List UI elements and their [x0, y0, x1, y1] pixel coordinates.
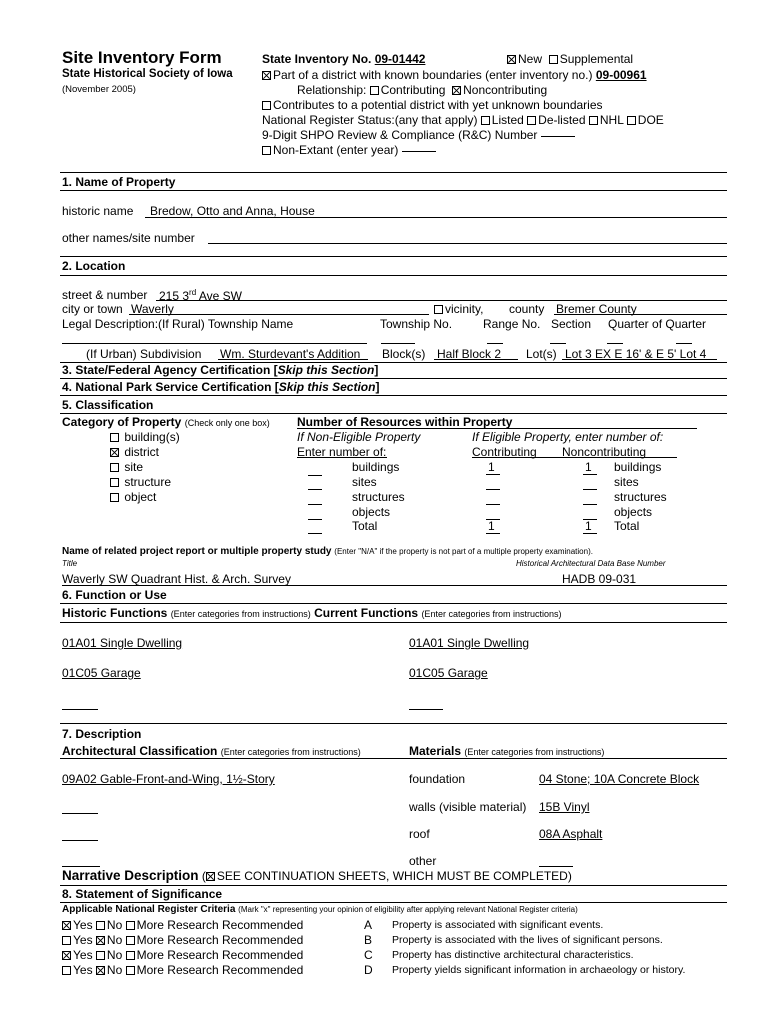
- other-material-label: other: [409, 854, 437, 868]
- category-site[interactable]: site: [110, 461, 143, 473]
- noncontributing-total-line: [583, 533, 597, 534]
- district-number[interactable]: 09-00961: [595, 68, 647, 82]
- shpo-field[interactable]: [541, 136, 575, 137]
- criterion-d-letter: D: [364, 963, 373, 977]
- narrative-row: Narrative Description ( SEE CONTINUATION SHEETS, WHICH MUST BE COMPLETED): [62, 868, 572, 883]
- criterion-d-yes-checkbox[interactable]: [62, 966, 71, 975]
- non-extant-checkbox[interactable]: [262, 146, 271, 155]
- current-functions-label: Current Functions: [314, 606, 419, 620]
- category-heading: [62, 416, 270, 428]
- historic-name-line: [145, 217, 727, 218]
- contributing-buildings-line: [486, 474, 500, 475]
- range-no-field[interactable]: [487, 343, 503, 344]
- township-no-label: Township No.: [380, 317, 453, 331]
- skip-section-4: Skip this Section: [278, 380, 376, 394]
- divider: [60, 885, 727, 886]
- current-function-3-field[interactable]: [409, 709, 443, 710]
- non-eligible-structures-field[interactable]: [308, 504, 322, 505]
- district-text: Part of a district with known boundaries (enter inventory no.): [273, 68, 593, 82]
- block-value[interactable]: Half Block 2: [437, 347, 502, 361]
- title-label: Title: [62, 559, 78, 568]
- section-5-heading: 5. Classification: [62, 398, 154, 412]
- arch-class-3-field[interactable]: [62, 840, 98, 841]
- shpo-label: 9-Digit SHPO Review & Compliance (R&C) Number: [262, 128, 538, 142]
- section-3-heading: 3. State/Federal Agency Certification [Skip this Section]: [62, 363, 379, 377]
- arch-class-note: (Enter categories from instructions): [220, 747, 361, 757]
- non-extant-label: Non-Extant (enter year): [273, 143, 399, 157]
- vicinity-label: vicinity,: [445, 302, 484, 316]
- divider: [60, 413, 727, 414]
- skip-section-3: Skip this Section: [277, 363, 375, 377]
- non-eligible-objects-field[interactable]: [308, 519, 322, 520]
- criterion-c-desc: Property has distinctive architectural characteristics.: [392, 949, 634, 961]
- arch-class-label: Architectural Classification: [62, 744, 218, 758]
- noncontributing-total-value[interactable]: 1: [585, 519, 592, 533]
- contributing-structures-field[interactable]: [486, 504, 500, 505]
- new-label: New: [518, 52, 543, 66]
- criterion-a-desc: Property is associated with significant events.: [392, 919, 604, 931]
- noncontributing-checkbox[interactable]: [452, 86, 461, 95]
- street-label: street & number: [62, 288, 148, 302]
- criterion-a-letter: A: [364, 918, 373, 932]
- criterion-a-yes-checkbox[interactable]: [62, 921, 71, 930]
- other-names-field[interactable]: [208, 243, 727, 244]
- criterion-d-no-checkbox[interactable]: [96, 966, 105, 975]
- noncontributing-buildings-line: [583, 474, 597, 475]
- structure-checkbox[interactable]: [110, 478, 119, 487]
- roof-value[interactable]: 08A Asphalt: [539, 827, 603, 841]
- lot-line: [562, 359, 717, 360]
- inventory-number[interactable]: 09-01442: [374, 52, 426, 66]
- historic-function-1[interactable]: 01A01 Single Dwelling: [62, 636, 183, 650]
- criterion-a-more-checkbox[interactable]: [126, 921, 135, 930]
- contributing-checkbox[interactable]: [370, 86, 379, 95]
- divider: [60, 603, 727, 604]
- district-row: [262, 69, 647, 81]
- divider: [60, 378, 727, 379]
- vicinity-row: [434, 303, 483, 315]
- foundation-label: foundation: [409, 772, 466, 786]
- street-number: 215 3: [159, 289, 190, 303]
- county-value[interactable]: Bremer County: [556, 302, 637, 316]
- criterion-d-desc: Property yields significant information in archaeology or history.: [392, 964, 686, 976]
- block-line: [434, 359, 518, 360]
- quarter-of-quarter-field[interactable]: [676, 343, 692, 344]
- district-category-checkbox[interactable]: [110, 448, 119, 457]
- contributing-total-line: [486, 533, 500, 534]
- historic-name-value[interactable]: Bredow, Otto and Anna, House: [150, 204, 315, 218]
- continuation-checkbox[interactable]: [206, 872, 215, 881]
- contributing-label: Contributing: [380, 83, 446, 97]
- category-district[interactable]: district: [110, 446, 159, 458]
- range-no-label: Range No.: [483, 317, 541, 331]
- supplemental-checkbox[interactable]: [549, 55, 558, 64]
- section-2-heading: 2. Location: [62, 259, 126, 273]
- enter-number-label: Enter number of:: [297, 445, 387, 459]
- city-value[interactable]: Waverly: [131, 302, 174, 316]
- contributing-header: Contributing: [472, 445, 537, 459]
- form-date: (November 2005): [62, 84, 136, 95]
- doe-label: DOE: [637, 113, 664, 127]
- lot-value[interactable]: Lot 3 EX E 16' & E 5' Lot 4: [565, 347, 707, 361]
- eligible-label: If Eligible Property, enter number of:: [472, 430, 664, 444]
- divider: [60, 275, 727, 276]
- noncontributing-buildings-value[interactable]: 1: [585, 460, 592, 474]
- other-names-label: other names/site number: [62, 231, 195, 245]
- resource-total-label: Total: [352, 519, 378, 533]
- relationship-row: [297, 84, 547, 96]
- historic-function-2[interactable]: 01C05 Garage: [62, 666, 141, 680]
- divider: [60, 172, 727, 173]
- doe-checkbox[interactable]: [627, 116, 636, 125]
- contributing-total-value[interactable]: 1: [488, 519, 495, 533]
- blocks-label: Block(s): [382, 347, 426, 361]
- historic-function-3-field[interactable]: [62, 709, 98, 710]
- criterion-b-more-checkbox[interactable]: [126, 936, 135, 945]
- org-name: State Historical Society of Iowa: [62, 68, 233, 80]
- noncontributing-structures-field[interactable]: [583, 504, 597, 505]
- resource-buildings-label: buildings: [352, 460, 400, 474]
- criteria-label: Applicable National Register Criteria: [62, 904, 236, 915]
- category-note: (Check only one box): [184, 418, 270, 428]
- criterion-b-letter: B: [364, 933, 373, 947]
- township-no-field[interactable]: [381, 343, 415, 344]
- category-building[interactable]: building(s): [110, 431, 180, 443]
- historic-name-label: historic name: [62, 204, 134, 218]
- quarter-label: Quarter of Quarter: [608, 317, 707, 331]
- current-functions-note: (Enter categories from instructions): [421, 609, 562, 619]
- description-heading-line: [60, 758, 727, 759]
- street-name: Ave SW: [196, 289, 242, 303]
- contributing-buildings-value[interactable]: 1: [488, 460, 495, 474]
- non-extant-year-field[interactable]: [402, 151, 436, 152]
- noncontributing-sites-field[interactable]: [583, 489, 597, 490]
- criterion-c-letter: C: [364, 948, 373, 962]
- listed-checkbox[interactable]: [481, 116, 490, 125]
- building-checkbox[interactable]: [110, 433, 119, 442]
- township-name-field[interactable]: [62, 343, 367, 344]
- inventory-label: State Inventory No.: [262, 52, 372, 66]
- divider: [60, 190, 727, 191]
- quarter-field[interactable]: [607, 343, 623, 344]
- category-label: Category of Property: [62, 415, 182, 429]
- site-checkbox[interactable]: [110, 463, 119, 472]
- street-line: [156, 300, 727, 301]
- criterion-c-no-checkbox[interactable]: [96, 951, 105, 960]
- resource-objects-label: objects: [352, 505, 391, 519]
- resource-sites-label: sites: [352, 475, 377, 489]
- listed-label: Listed: [491, 113, 524, 127]
- criterion-b-no-checkbox[interactable]: [96, 936, 105, 945]
- non-eligible-total-field[interactable]: [308, 533, 322, 534]
- related-study-note: (Enter "N/A" if the property is not part of a multiple property examination).: [334, 547, 593, 556]
- relationship-label: Relationship:: [297, 83, 367, 97]
- subdivision-line: [218, 359, 368, 360]
- noncontributing-header: Noncontributing: [562, 445, 647, 459]
- related-study-label: Name of related project report or multiple property study: [62, 546, 332, 557]
- new-checkbox[interactable]: [507, 55, 516, 64]
- divider: [60, 723, 727, 724]
- shpo-row: [262, 129, 575, 141]
- delisted-label: De-listed: [538, 113, 586, 127]
- nr-status-row: [262, 114, 664, 126]
- potential-district-checkbox[interactable]: [262, 101, 271, 110]
- criterion-c-row: Yes No More Research Recommended: [62, 949, 303, 961]
- arch-class-value[interactable]: 09A02 Gable-Front-and-Wing, 1½-Story: [62, 772, 275, 786]
- hadb-value[interactable]: HADB 09-031: [562, 572, 637, 586]
- criteria-note: (Mark "x" representing your opinion of eligibility after applying relevant National Register criteria): [238, 905, 578, 914]
- non-eligible-buildings-field[interactable]: [308, 475, 322, 476]
- criteria-heading: [62, 905, 578, 915]
- historic-functions-label: Historic Functions: [62, 606, 168, 620]
- materials-heading: [409, 745, 604, 757]
- section-field[interactable]: [550, 343, 566, 344]
- roof-label: roof: [409, 827, 430, 841]
- current-function-2[interactable]: 01C05 Garage: [409, 666, 488, 680]
- subdivision-value[interactable]: Wm. Sturdevant's Addition: [220, 347, 361, 361]
- walls-label: walls (visible material): [409, 800, 527, 814]
- city-line: [129, 314, 429, 315]
- nhl-checkbox[interactable]: [589, 116, 598, 125]
- historic-functions-note: (Enter categories from instructions): [170, 609, 311, 619]
- form-title: Site Inventory Form: [62, 48, 222, 67]
- non-extant-row: [262, 144, 436, 156]
- district-checkbox[interactable]: [262, 71, 271, 80]
- county-label: county: [509, 302, 545, 316]
- eligible-buildings-label: buildings: [614, 460, 662, 474]
- criterion-c-yes-checkbox[interactable]: [62, 951, 71, 960]
- materials-note: (Enter categories from instructions): [464, 747, 605, 757]
- category-object[interactable]: object: [110, 491, 156, 503]
- nr-status-label: National Register Status:(any that apply): [262, 113, 478, 127]
- supplemental-label: Supplemental: [559, 52, 634, 66]
- arch-class-2-field[interactable]: [62, 813, 98, 814]
- street-ordinal: rd: [189, 288, 197, 297]
- new-supplemental-row: [507, 53, 633, 65]
- section-8-heading: 8. Statement of Significance: [62, 887, 223, 901]
- materials-label: Materials: [409, 744, 462, 758]
- current-function-1[interactable]: 01A01 Single Dwelling: [409, 636, 530, 650]
- nhl-label: NHL: [599, 113, 624, 127]
- criterion-a-row: Yes No More Research Recommended: [62, 919, 303, 931]
- resources-heading: Number of Resources within Property: [297, 415, 513, 429]
- walls-value[interactable]: 15B Vinyl: [539, 800, 590, 814]
- criterion-a-no-checkbox[interactable]: [96, 921, 105, 930]
- inventory-number-row: [262, 53, 425, 65]
- potential-district-row: [262, 99, 603, 111]
- eligible-sites-label: sites: [614, 475, 639, 489]
- object-checkbox[interactable]: [110, 493, 119, 502]
- potential-district-text: Contributes to a potential district with yet unknown boundaries: [273, 98, 603, 112]
- contributing-sites-field[interactable]: [486, 489, 500, 490]
- functions-heading-row: [62, 607, 562, 619]
- criterion-c-more-checkbox[interactable]: [126, 951, 135, 960]
- criterion-b-row: Yes No More Research Recommended: [62, 934, 303, 946]
- criterion-b-desc: Property is associated with the lives of significant persons.: [392, 934, 663, 946]
- divider: [60, 256, 727, 257]
- criterion-b-yes-checkbox[interactable]: [62, 936, 71, 945]
- city-label: city or town: [62, 302, 123, 316]
- related-title-value[interactable]: Waverly SW Quadrant Hist. & Arch. Survey: [62, 572, 291, 586]
- section-label: Section: [551, 317, 592, 331]
- narrative-label: Narrative Description: [62, 868, 199, 883]
- category-structure[interactable]: structure: [110, 476, 171, 488]
- eligible-objects-label: objects: [614, 505, 653, 519]
- non-eligible-label: If Non-Eligible Property: [297, 430, 421, 444]
- section-1-heading: 1. Name of Property: [62, 175, 176, 189]
- urban-label: (If Urban) Subdivision: [86, 347, 202, 361]
- section-6-heading: 6. Function or Use: [62, 588, 167, 602]
- arch-class-heading: [62, 745, 361, 757]
- related-study-row: [62, 547, 593, 557]
- hadb-label: Historical Architectural Data Base Number: [516, 559, 666, 568]
- criterion-d-row: Yes No More Research Recommended: [62, 964, 303, 976]
- eligible-header-line: [472, 457, 677, 458]
- arch-class-4-field[interactable]: [62, 866, 100, 867]
- other-material-field[interactable]: [539, 866, 573, 867]
- non-eligible-sites-field[interactable]: [308, 489, 322, 490]
- criterion-d-more-checkbox[interactable]: [126, 966, 135, 975]
- resources-heading-line: [297, 428, 697, 429]
- foundation-value[interactable]: 04 Stone; 10A Concrete Block: [539, 772, 700, 786]
- section-7-heading: 7. Description: [62, 727, 142, 741]
- legal-label: Legal Description:(If Rural) Township Name: [62, 317, 294, 331]
- delisted-checkbox[interactable]: [527, 116, 536, 125]
- noncontributing-label: Noncontributing: [463, 83, 548, 97]
- functions-heading-line: [60, 622, 727, 623]
- section-4-heading: 4. National Park Service Certification [Skip this Section]: [62, 380, 380, 394]
- eligible-structures-label: structures: [614, 490, 667, 504]
- enter-number-line: [297, 457, 387, 458]
- county-line: [554, 314, 727, 315]
- divider: [60, 902, 727, 903]
- lots-label: Lot(s): [526, 347, 557, 361]
- narrative-note: SEE CONTINUATION SHEETS, WHICH MUST BE COMPLETED): [216, 869, 572, 883]
- divider: [60, 395, 727, 396]
- vicinity-checkbox[interactable]: [434, 305, 443, 314]
- eligible-total-label: Total: [614, 519, 640, 533]
- resource-structures-label: structures: [352, 490, 405, 504]
